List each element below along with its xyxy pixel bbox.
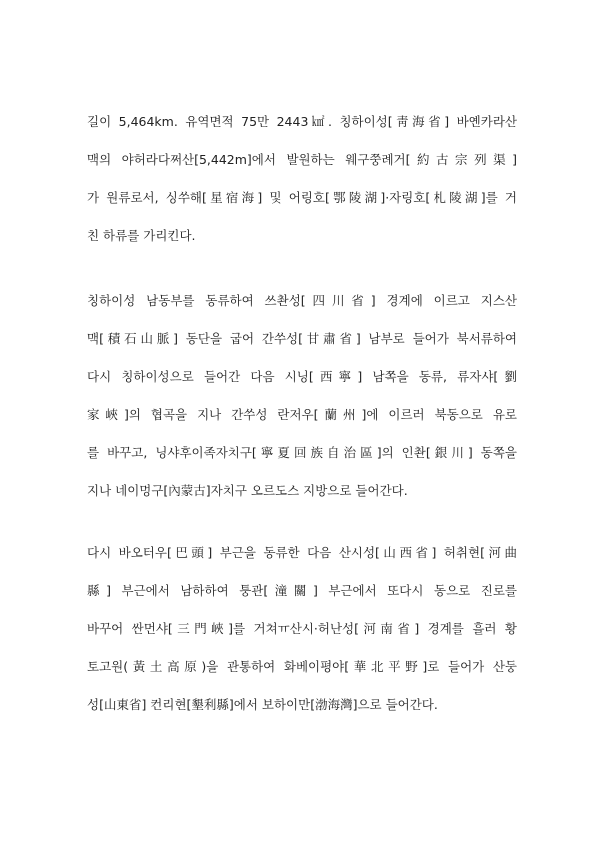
paragraph-line: 친 하류를 가리킨다. — [87, 228, 196, 243]
paragraph-line: 길이 5,464km. 유역면적 75만 2443㎢. 칭하이성[靑海省] 바옌카라산 — [87, 114, 517, 129]
paragraph-line: 지나 네이멍구[內蒙古]자치구 오르도스 지방으로 들어간다. — [87, 483, 408, 498]
paragraph-line: 바꾸어 싼먼샤[三門峽]를 거쳐ㅠ산시·허난성[河南省] 경계를 흘러 황 — [87, 621, 517, 636]
paragraph-river-length — [87, 115, 517, 267]
paragraph-line: 성[山東省] 컨리현[墾利縣]에서 보하이만[渤海灣]으로 들어간다. — [87, 697, 438, 712]
paragraph-line: 칭하이성 남동부를 동류하여 쓰촨성[四川省] 경계에 이르고 지스산 — [87, 293, 517, 308]
paragraph-line: 다시 바오터우[巴頭] 부근을 동류한 다음 산시성[山西省] 허취현[河曲 — [87, 545, 517, 560]
paragraph-line: 縣] 부근에서 남하하여 퉁관[潼關] 부근에서 또다시 동으로 진로를 — [87, 583, 517, 598]
paragraph-line: 를 바꾸고, 닝샤후이족자치구[寧夏回族自治區]의 인촨[銀川] 동쪽을 — [87, 445, 517, 460]
paragraph-line: 가 원류로서, 싱쑤해[星宿海] 및 어링호[鄂陵湖]·자링호[札陵湖]를 거 — [87, 190, 517, 205]
paragraph-line: 맥의 야허라다쩌산[5,442m]에서 발원하는 웨구쭝례거[約古宗列渠] — [87, 152, 517, 167]
paragraph-line: 家峽]의 협곡을 지나 간쑤성 란저우[蘭州]에 이르러 북동으로 유로 — [87, 407, 517, 422]
paragraph-line: 맥[積石山脈] 동단을 굽어 간쑤성[甘肅省] 남부로 들어가 북서류하여 — [87, 331, 517, 346]
paragraph-lower-course — [87, 546, 517, 736]
paragraph-upper-course — [87, 294, 517, 522]
paragraph-line: 다시 칭하이성으로 들어간 다음 시닝[西寧] 남쪽을 동류, 류자샤[劉 — [87, 369, 517, 384]
paragraph-line: 토고원(黃土高原)을 관통하여 화베이평야[華北平野]로 들어가 산둥 — [87, 659, 517, 674]
